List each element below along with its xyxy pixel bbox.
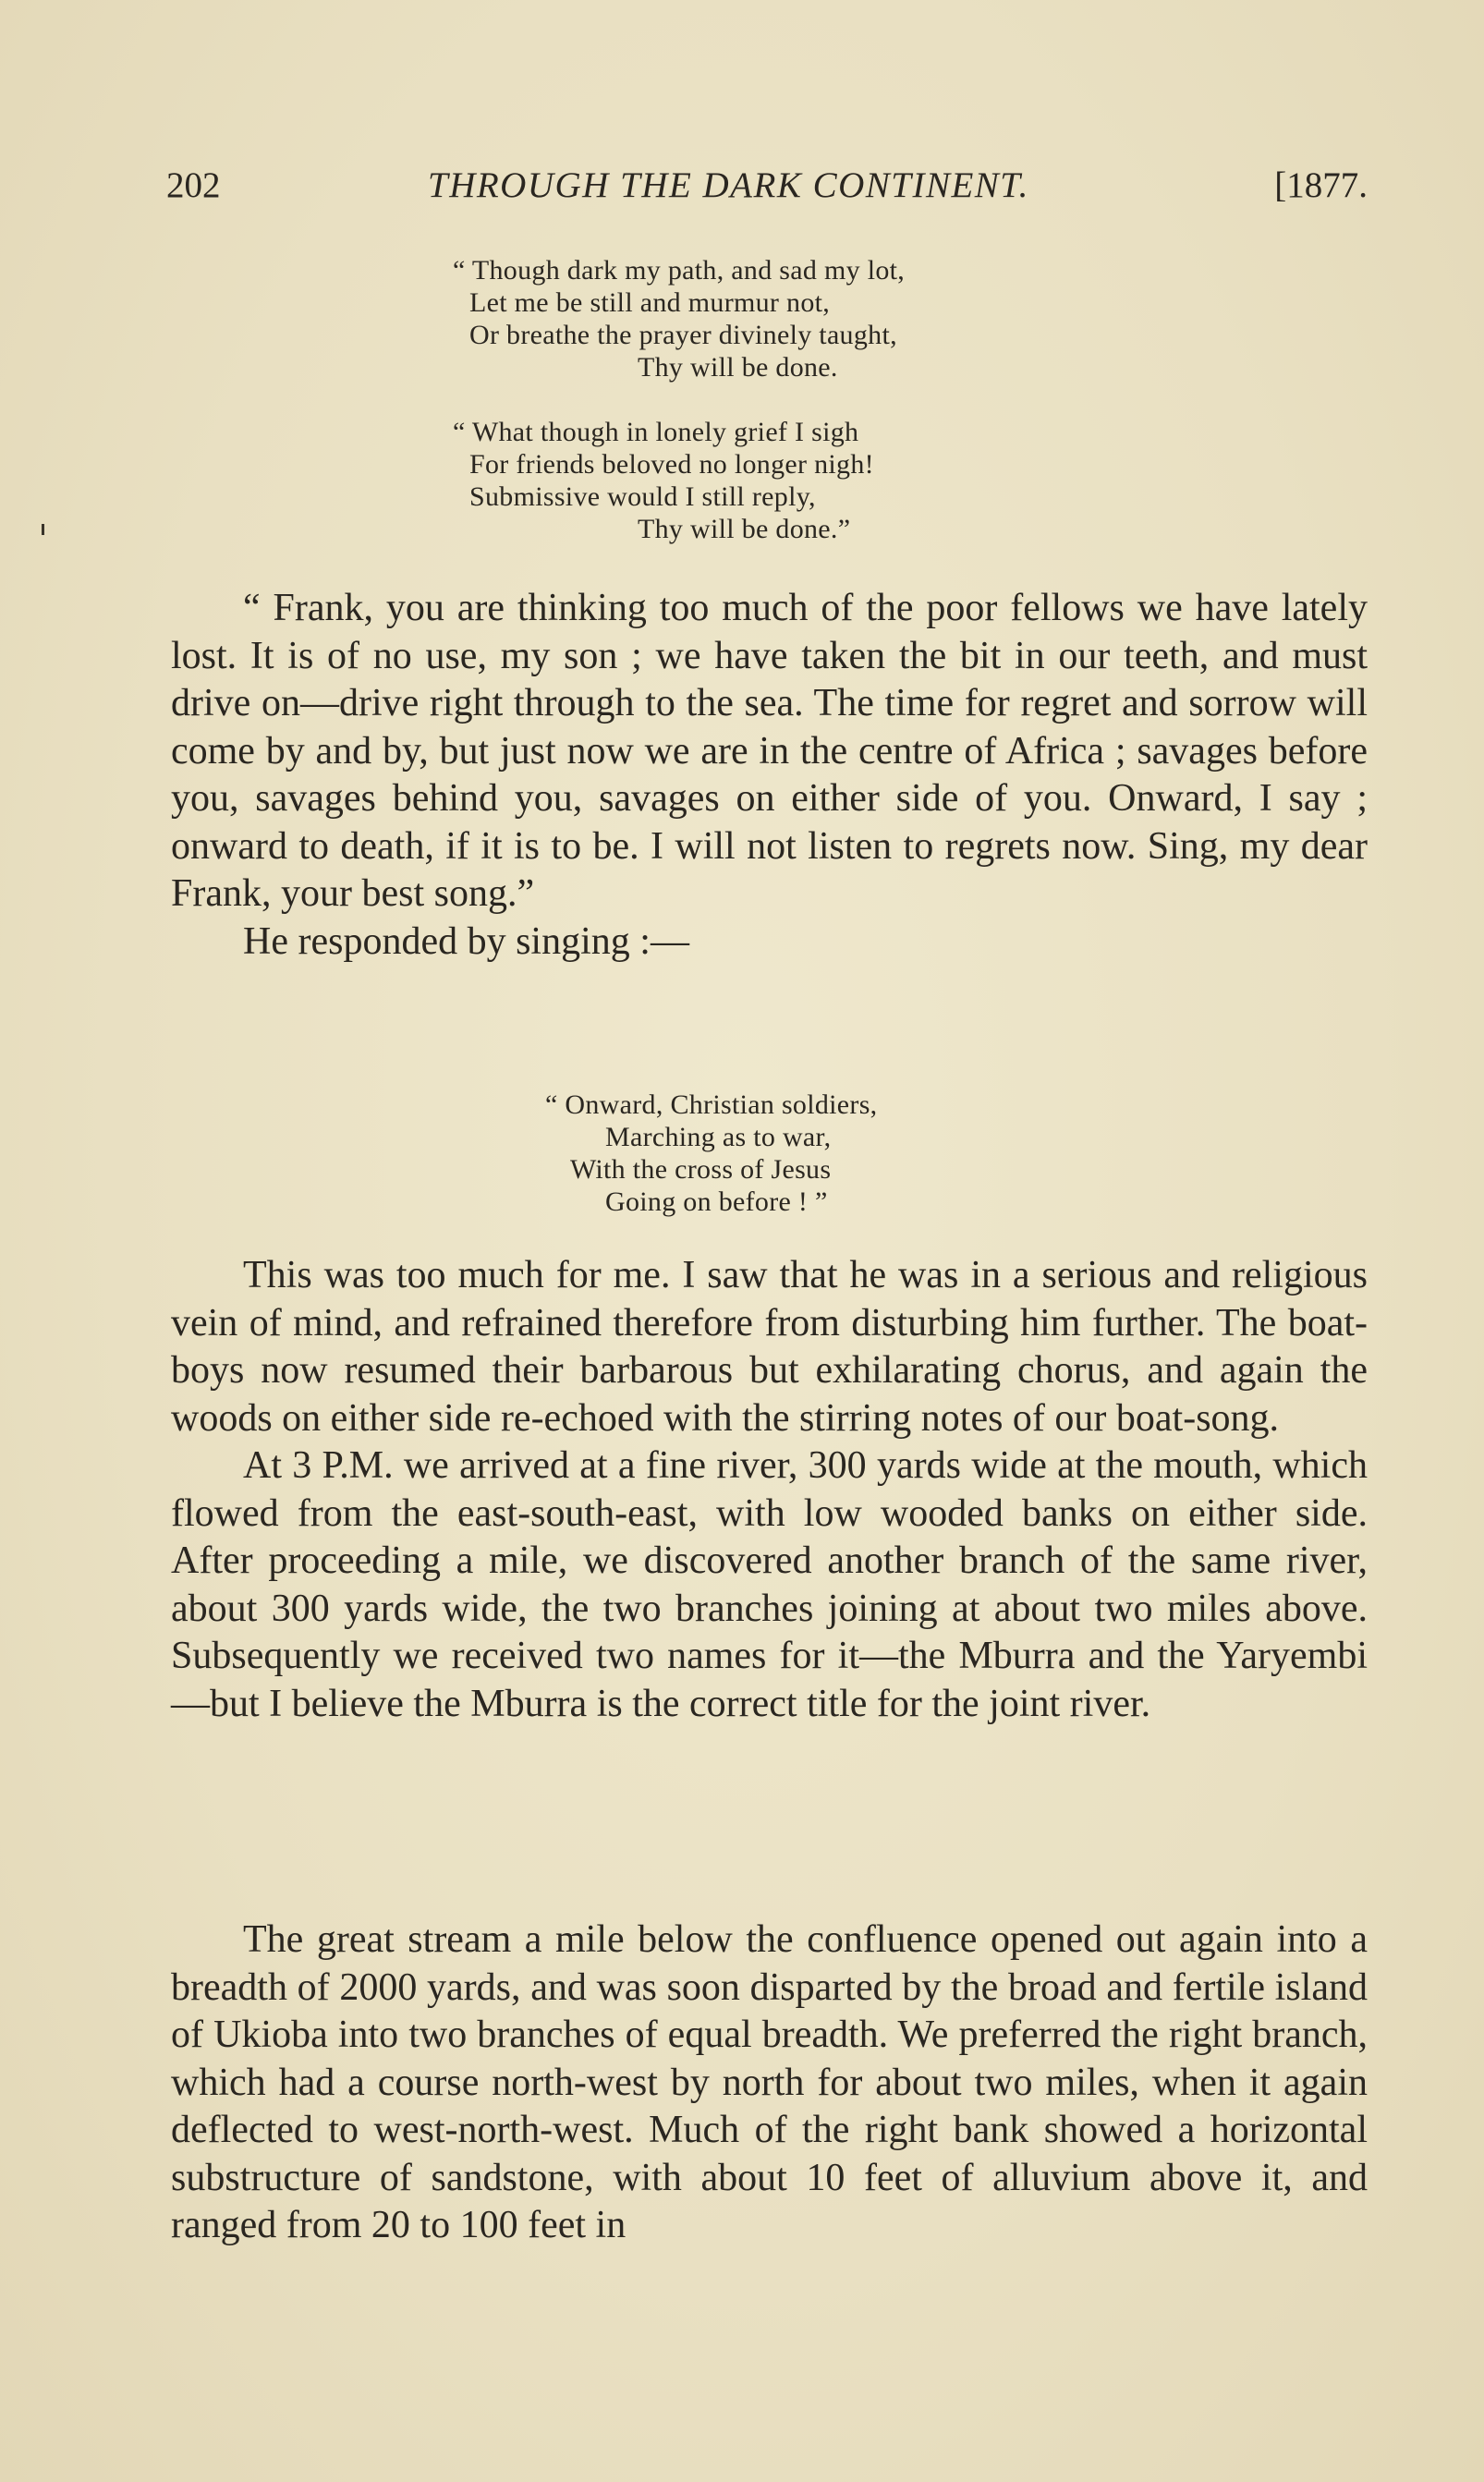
verse-line: Going on before ! ” — [605, 1186, 828, 1217]
body-paragraph-group-3 — [171, 1916, 1368, 2250]
body-paragraph-group-1 — [171, 585, 1368, 966]
body-paragraph-group-2 — [171, 1252, 1368, 1728]
hymn-stanza-2 — [453, 416, 874, 545]
running-title: THROUGH THE DARK CONTINENT. — [428, 165, 1029, 205]
verse-line: Thy will be done.” — [638, 514, 851, 544]
paragraph: At 3 P.M. we arrived at a fine river, 300 yards wide at the mouth, which flowed from the east-south-east, with low wooded banks on either side. After proceeding a mile, we discovered another branch of the same river, about 300 yards wide, the two branches joining at about two miles above. Subsequently we received two names for it—the Mburra and the Yaryembi—but I believe the Mburra is the correct title for the joint river. — [171, 1444, 1368, 1725]
margin-mark — [42, 524, 44, 535]
paragraph: This was too much for me. I saw that he was in a serious and religious vein of mind, and refrained therefore from disturbing him further. The boat-boys now resumed their barbarous but exhilarating chorus, and again the woods on either side re-echoed with the stirring notes of our boat-song. — [171, 1254, 1368, 1440]
verse-line: “ What though in lonely grief I sigh — [453, 417, 859, 447]
verse-line: With the cross of Jesus — [570, 1154, 832, 1185]
verse-line: For friends beloved no longer nigh! — [469, 449, 874, 480]
page-number: 202 — [166, 165, 221, 205]
paragraph: “ Frank, you are thinking too much of the poor fellows we have lately lost. It is of no use, my son ; we have taken the bit in our teeth, and must drive on—drive right through to the sea. The time for regret and sorrow will come by and by, but just now we are in the centre of Africa ; savages before you, savages behind you, savages on either side of you. Onward, I say ; onward to death, if it is to be. I will not listen to regrets now. Sing, my dear Frank, your best song.” — [171, 587, 1368, 915]
hymn-onward-christian-soldiers — [545, 1089, 877, 1218]
verse-line: Submissive would I still reply, — [469, 481, 816, 512]
verse-line: Thy will be done. — [638, 352, 838, 383]
verse-line: Or breathe the prayer divinely taught, — [469, 320, 897, 350]
page-header — [166, 164, 1368, 211]
hymn-stanza-1 — [453, 254, 905, 383]
verse-line: Marching as to war, — [605, 1122, 832, 1152]
year-marker: [1877. — [1274, 165, 1368, 205]
paragraph: The great stream a mile below the confluence opened out again into a breadth of 2000 yards, and was soon disparted by the broad and fertile island of Ukioba into two branches of equal breadth. We preferred the right branch, which had a course north-west by north for about two miles, when it again deflected to west-north-west. Much of the right bank showed a horizontal substructure of sandstone, with about 10 feet of alluvium above it, and ranged from 20 to 100 feet in — [171, 1918, 1368, 2246]
verse-line: “ Though dark my path, and sad my lot, — [453, 255, 906, 286]
verse-line: “ Onward, Christian soldiers, — [545, 1089, 878, 1120]
paragraph: He responded by singing :— — [243, 919, 689, 963]
verse-line: Let me be still and murmur not, — [469, 287, 831, 318]
